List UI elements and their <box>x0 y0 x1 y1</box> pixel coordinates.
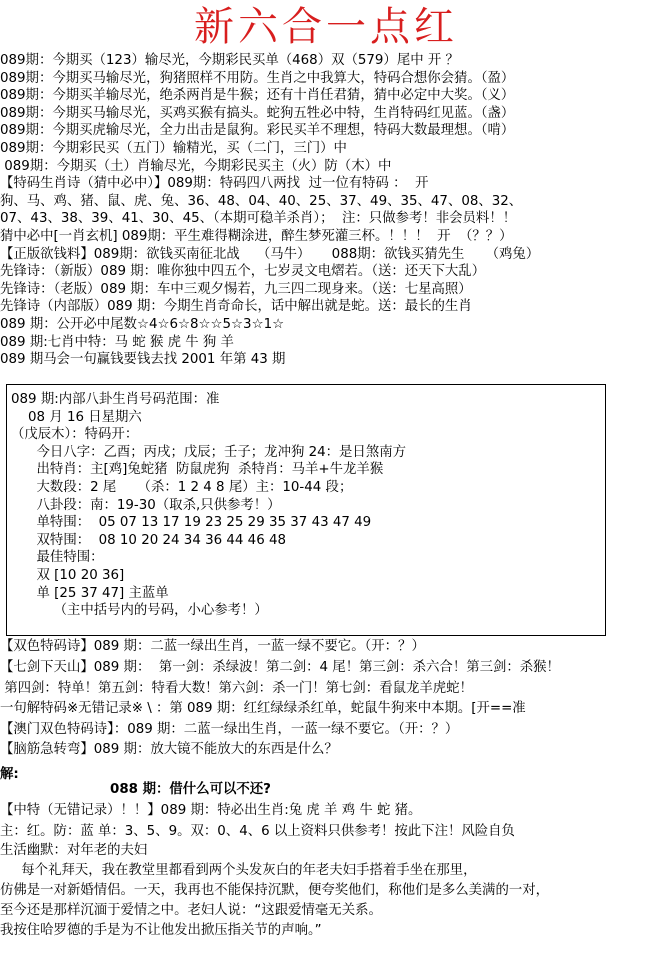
text-line: 089期：今期彩民买（五门）输精光，买（二门，三门）中 <box>0 141 347 156</box>
text-line: 主：红。防：蓝 单：3、5、9。双：0、4、6 以上资料只供参考！按此下注！风险自负 <box>0 824 515 839</box>
box-line: 双 [10 20 36] <box>11 568 125 583</box>
text-line: 先锋诗：（老版）089 期：车中三观夕惕若，九三四二现身来。（送：七星高照） <box>0 281 472 297</box>
text-line: 【正版欲钱料】089期：欲钱买南征北战 （马牛） 088期：欲钱买猜先生 （鸡兔） <box>0 246 540 262</box>
text-line: 【七剑下天山】089 期： 第一剑：杀绿波！第二剑：4 尾！第三剑：杀六合！第三剑：杀猴！ <box>0 660 560 675</box>
text-line: 089期：今期买（土）肖输尽光，今期彩民买主（火）防（木）中 <box>0 158 392 174</box>
text-line: 【特码生肖诗（猜中必中）】089期：特码四八两找 过一位有特码 ： 开 <box>0 176 429 192</box>
riddle-088: 088 期：借什么可以不还? <box>110 782 271 797</box>
text-line: 一句解特码※无错记录※ \ ：第 089 期：红红绿绿杀红单，蛇鼠牛狗来中本期。[开==准 <box>0 701 526 716</box>
text-line: 089期：今期买虎输尽光，全力出击是鼠狗。彩民买羊不理想，特码大数最理想。（啃） <box>0 123 515 139</box>
box-line: 08 月 16 日星期六 <box>11 409 142 425</box>
box-line: （戊辰木）：特码开： <box>11 427 139 443</box>
text-line: 猜中必中[一肖玄机] 089期：平生难得糊涂进，醉生梦死灌三杯。！！！ 开 （？？） <box>0 229 513 244</box>
text-line: 每个礼拜天，我在教堂里都看到两个头发灰白的年老夫妇手搭着手坐在那里， <box>0 863 477 878</box>
box-line: 出特肖：主[鸡]兔蛇猪 防鼠虎狗 杀特肖：马羊+牛龙羊猴 <box>11 462 384 478</box>
text-line: 生活幽默：对年老的夫妇 <box>0 843 148 858</box>
text-line: 089期：今期买（123）输尽光，今期彩民买单（468）双（579）尾中 开 ？ <box>0 53 459 68</box>
text-line: 089 期马会一句赢钱要钱去找 2001 年第 43 期 <box>0 352 286 368</box>
answer-label: 解: <box>0 767 19 782</box>
text-line: 【澳门双色特码诗】：089 期：二蓝一绿出生肖，一蓝一绿不要它。（开：？） <box>0 722 459 737</box>
box-line: 双特围： 08 10 20 24 34 36 44 46 48 <box>11 532 287 548</box>
text-line: 【双色特码诗】089 期：二蓝一绿出生肖，一蓝一绿不要它。（开：？） <box>0 639 425 654</box>
box-line: 八卦段：南：19-30（取杀,只供参考！） <box>11 497 281 513</box>
text-line: 089 期：公开必中尾数☆4☆6☆8☆☆5☆3☆1☆ <box>0 317 285 332</box>
box-line: 今日八字：乙酉；丙戌；戊辰；壬子；龙冲狗 24：是日煞南方 <box>11 444 406 460</box>
text-line: 先锋诗（内部版）089 期：今期生肖奇命长，话中解出就是蛇。送：最长的生肖 <box>0 299 472 315</box>
box-line: 单特围： 05 07 13 17 19 23 25 29 35 37 43 47 49 <box>11 515 372 531</box>
text-line: 089期：今期买马输尽光，狗猪照样不用防。生肖之中我算大，特码合想你会猜。（盈） <box>0 70 515 86</box>
text-line: 狗、马、鸡、猪、鼠、虎、兔、36、48、04、40、25、37、49、35、47、08、32、 <box>0 193 523 209</box>
box-line: （主中括号内的号码，小心参考！） <box>11 603 268 619</box>
text-line: 089 期:七肖中特：马 蛇 猴 虎 牛 狗 羊 <box>0 334 234 350</box>
text-line: 【脑筋急转弯】089 期：放大镜不能放大的东西是什么？ <box>0 742 338 757</box>
text-line: 089期：今期买马输尽光，买鸡买猴有搞头。蛇狗五牲必中特，生肖特码红见蓝。（盏） <box>0 105 515 121</box>
text-line: 第四剑：特单！第五剑：特看大数！第六剑：杀一门！第七剑：看鼠龙羊虎蛇！ <box>0 681 473 696</box>
box-line: 单 [25 37 47] 主蓝单 <box>11 585 169 601</box>
text-line: 07、43、38、39、41、30、45、（本期可稳羊杀肖）； 注：只做参考！非会员料！！ <box>0 211 517 227</box>
text-line: 先锋诗：（新版）089 期：唯你独中四五个，七岁灵文电熠若。（送：还天下大乱） <box>0 264 486 280</box>
text-line: 089期：今期买羊输尽光，绝杀两肖是牛猴；还有十肖任君猜，猜中必定中大奖。（义） <box>0 88 515 104</box>
text-line: 我按住哈罗德的手是为不让他发出掀压指关节的声响。” <box>0 923 322 938</box>
bagua-range-box <box>6 384 606 636</box>
text-line: 仿佛是一对新婚情侣。一天，我再也不能保持沉默，便夸奖他们，称他们是多么美满的一对， <box>0 883 550 898</box>
text-line: 【中特（无错记录）！！】089 期：特必出生肖:兔 虎 羊 鸡 牛 蛇 猪。 <box>0 803 422 818</box>
box-line: 大数段：2 尾 （杀：1 2 4 8 尾）主：10-44 段； <box>11 480 353 495</box>
box-line: 最佳特围： <box>11 550 104 566</box>
box-line: 089 期:内部八卦生肖号码范围：准 <box>11 392 220 407</box>
text-line: 至今还是那样沉湎于爱情之中。老妇人说：“这跟爱情毫无关系。 <box>0 903 382 918</box>
page-title: 新六合一点红 <box>194 4 458 50</box>
